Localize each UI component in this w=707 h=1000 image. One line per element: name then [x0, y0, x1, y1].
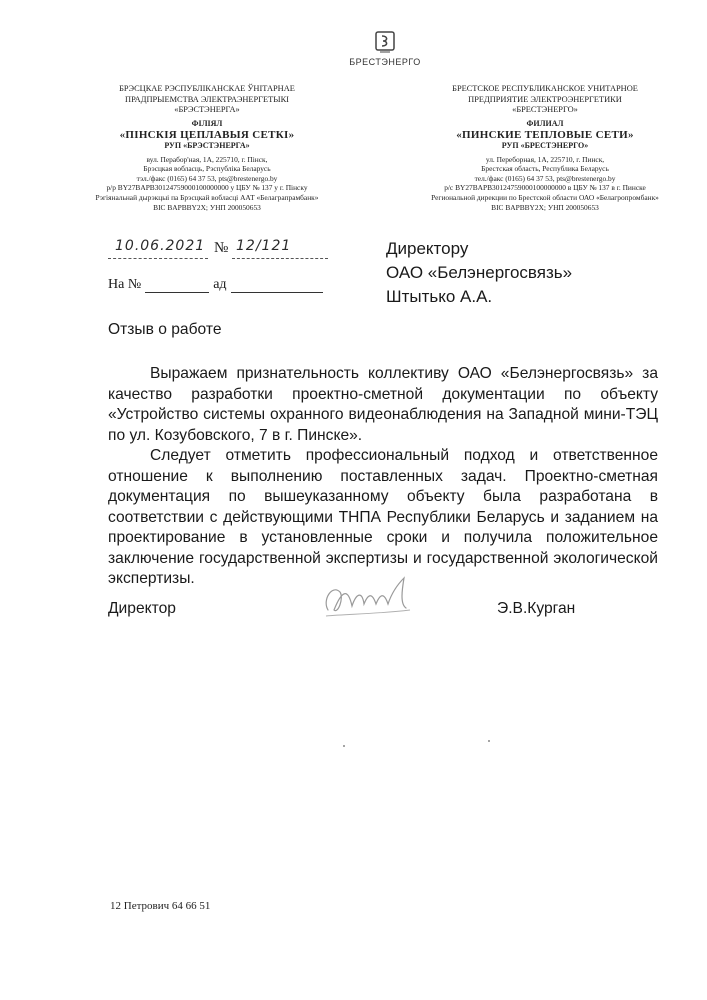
branch-label: ФИЛИАЛ [526, 118, 564, 128]
org-line: ПРЕДПРИЯТИЕ ЭЛЕКТРОЭНЕРГЕТИКИ [468, 94, 622, 104]
bic-line: BIC BAPBBY2X; УНП 200050653 [153, 202, 261, 212]
phone-line: тэл./факс (0165) 64 37 53, pts@brestenergo.by [136, 173, 278, 183]
phone-line: тел./факс (0165) 64 37 53, pts@brestenergo.by [474, 173, 616, 183]
address-line: ул. Переборная, 1А, 225710, г. Пинск, [485, 154, 605, 164]
bank-line: Рэгіянальнай дырэкцыі па Брэсцкай вобласці ААТ «Белаграпрамбанк» [95, 193, 319, 203]
org-line: БРЕСТСКОЕ РЕСПУБЛИКАНСКОЕ УНИТАРНОЕ [452, 84, 638, 93]
branch-name: «ПІНСКІЯ ЦЕПЛАВЫЯ СЕТКІ» [119, 129, 295, 142]
branch-name: «ПИНСКИЕ ТЕПЛОВЫЕ СЕТИ» [456, 129, 634, 142]
incoming-reference [108, 277, 323, 293]
rup-label: РУП «БРЕСТЭНЕРГО» [501, 141, 589, 151]
incoming-number-label: На № [108, 277, 142, 292]
addressee-name: Штытько А.А. [386, 287, 493, 306]
executor-note: 12 Петрович 64 66 51 [110, 900, 211, 912]
address-line: Брестская область, Республика Беларусь [481, 164, 609, 174]
rup-label: РУП «БРЭСТЭНЕРГА» [164, 141, 250, 151]
addressee-organization: ОАО «Белэнергосвязь» [386, 263, 573, 282]
letterhead-left [62, 84, 352, 212]
account-line: р/р BY27BAPB30124759000100000000 у ЦБУ № 137 у г. Пінску [106, 183, 308, 193]
incoming-number-blank [145, 280, 209, 293]
org-line: «БРЕСТЭНЕРГО» [512, 105, 578, 114]
org-line: ПРАДПРЫЕМСТВА ЭЛЕКТРАЭНЕРГЕТЫКІ [125, 94, 289, 104]
address-line: Брэсцкая вобласць, Рэспубліка Беларусь [143, 164, 271, 174]
logo-text: БРЕСТЭНЕРГО [349, 57, 421, 67]
company-logo [340, 30, 430, 80]
handwritten-signature [318, 570, 428, 630]
scan-speck [488, 740, 490, 742]
number-underline [232, 258, 328, 259]
signatory-role: Директор [108, 600, 176, 617]
bank-line: Региональной дирекции по Брестской области ОАО «Белагропромбанк» [431, 193, 659, 203]
addressee-block [386, 237, 572, 309]
incoming-date-blank [231, 280, 323, 293]
brestenergo-logo-icon [374, 30, 396, 56]
scan-speck [343, 745, 345, 747]
org-line: БРЭСЦКАЕ РЭСПУБЛІКАНСКАЕ ЎНІТАРНАЕ [119, 84, 295, 93]
org-line: «БРЭСТЭНЕРГА» [174, 105, 240, 114]
outgoing-date: 10.06.2021 [115, 238, 206, 254]
address-line: вул. Перабор'ная, 1А, 225710, г. Пінск, [146, 154, 268, 164]
incoming-date-label: ад [213, 277, 227, 292]
number-sign: № [214, 240, 229, 256]
letterhead-right [400, 84, 690, 212]
body-paragraph: Выражаем признательность коллективу ОАО «Белэнергосвязь» за качество разработки проектно-сметной документации по объекту «Устройство системы охранного видеонаблюдения на Западной мини-ТЭЦ по ул. Козубовского, 7 в г. Пинске». [108, 365, 658, 444]
signatory-name: Э.В.Курган [497, 600, 576, 617]
letter-subject: Отзыв о работе [108, 321, 222, 338]
account-line: р/с BY27BAPB30124759000100000000 в ЦБУ № 137 в г. Пинске [444, 183, 646, 193]
outgoing-number: 12/121 [236, 238, 292, 254]
body-paragraph: Следует отметить профессиональный подход и ответственное отношение к выполнению поставленных задач. Проектно-сметная документация по вышеуказанному объекту была разработана в соответствии с действующими ТНПА Республики Беларусь и заданием на проектирование в установленные сроки и получила положительное заключение государственной экспертизы и государственной экологической экспертизы. [108, 447, 658, 587]
addressee-position: Директору [386, 239, 469, 258]
bic-line: BIC BAPBBY2X; УНП 200050653 [491, 202, 599, 212]
branch-label: ФІЛІЯЛ [191, 118, 223, 128]
date-underline [108, 258, 208, 259]
